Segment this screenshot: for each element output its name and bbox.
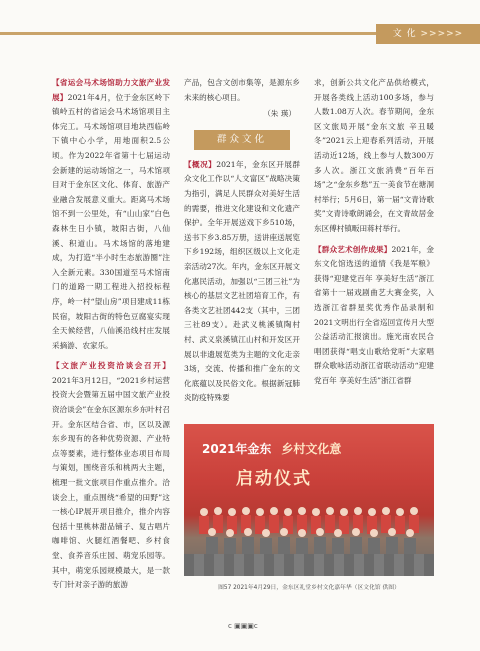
page-header	[0, 0, 480, 50]
chevrons-icon: >>>>>	[420, 29, 464, 39]
column-1	[52, 76, 170, 595]
banner-title-rest: 乡村文化意	[281, 442, 342, 456]
section-name: 文 化	[392, 29, 417, 39]
article-investment-fair	[52, 359, 170, 593]
photo-caption: 图57 2021年4月29日，金东区礼堂乡村文化嘉年华（区文化馆 供图）	[218, 585, 400, 591]
body-art-creation: 2021年，金东文化馆选送的道情《我是军粮》获得“迎建党百年 享美好生活”浙江省第十一届戏剧曲艺大赛金奖，入选浙江省群星奖优秀作品录制和2021文明出行全省巡回宣传月大型公益活动汇报演出。施光南农民合唱团获得“唱支山歌给党听”大家唱群众歌咏活动浙江省联动活动“迎建党百年 享美好生活”浙江省群	[314, 244, 435, 385]
banner-title	[202, 440, 341, 457]
article-art-creation	[314, 243, 434, 389]
heading-overview: 【概况】	[184, 159, 217, 169]
body-overview: 2021年，金东区开展群众文化工作以“人文富区”战略决策为指引，满足人民群众对美好生活的需要，推进文化建设和文化遗产保护。全年开展送戏下乡510场，送书下乡3.85万册，送讲座送展览下乡192场，组织区级以上文化走亲活动27次。年内，金东区开展文化惠民活动，加强以“三团三社”为核心的基层文艺社团培育工作，有各类文艺社团442支（其中，三团三社89支）。赴武义桃溪镇陶村村、武义泉溪镇江山村和开发区开展以非遗展览类为主题的文化走亲3场，交流、传播和推广金东的文化底蕴以及民俗文化。根据新冠肺炎防疫特殊要	[184, 159, 301, 403]
column-3	[314, 76, 434, 390]
banner-title-year: 2021年金东	[202, 442, 272, 456]
event-photo	[184, 424, 434, 576]
author-signoff: （朱 瑛）	[263, 109, 296, 119]
heading-investment-fair: 【文旅产业投资洽谈会召开】	[52, 361, 170, 371]
body-horse-venue: 2021年4月，位于金东区岭下镇岭五村的省运会马术场馆项目主体完工。马术场馆项目地块西临岭下镇中心小学，用地面积2.5公顷。作为2022年省第十七届运动会新建的运动场馆之一，马术馆项目对于金东区文化、体育、旅游产业融合发展意义重大。距离马术场馆不到一公里处，有“山山家”白色森林生日小镇，坡阳古街，八仙溪、积道山。马术场馆的落地建成，为打造“半小时生态旅游圈”注入全新元素。330国道至马术馆南门的道路一期工程进入招投标程序，岭一村“望山房”项目建成11栋民宿，坡阳古街的特色豆腐宴实现全天候经营，八仙溪沿线村庄发展采摘游、农家乐。	[52, 92, 171, 350]
column-2	[184, 76, 300, 408]
heading-horse-venue: 【省运会马术场馆助力文旅产业发展】	[52, 78, 170, 102]
article-horse-venue	[52, 76, 170, 353]
section-tab	[376, 24, 480, 44]
page-number: c ▣▣▣c	[228, 622, 258, 630]
heading-art-creation: 【群众艺术创作成果】	[314, 244, 392, 254]
body-investment-fair: 2021年3月12日，“2021乡村运营投资大会暨第五届中国文旅产业投资洽谈会”在金东区源东乡东叶村召开。金东区结合省、市，区以及源东乡现有的各种优势资源、产业特点等要素，进行整体业态项目布局与策划，围绕音乐和桃两大主题，梳理一批文旅项目作重点推介。洽谈会上，重点围绕“希望的田野”这一核心IP展开项目推介，推介内容包括十里桃林甜品铺子、复古唱片咖啡馆、火腿红酒餐吧、乡村食堂、食养音乐庄园、萌宠乐园等。其中，萌宠乐园规模最大，是一款专门针对亲子游的旅游	[52, 375, 170, 590]
body-overview-continued: 求，创新公共文化产品供给模式，开展各类线上活动100多场，参与人数1.08万人次。春节期间，金东区文旅局开展“金东文旅 辛丑暖冬”2021云上迎春系列活动，开展活动近12场，线上参与人数300万多人次。浙江文旅消费“百年百场”之“金东乡愁”五一美食节在塘洞村举行；5月6日，第一届“文青诗歌奖”文青诗歌朗诵会，在文青故居金东区傅村镇畈田蒋村举行。	[314, 78, 434, 233]
stage-floor	[184, 554, 434, 576]
banner-subtitle: 启动仪式	[236, 469, 312, 489]
body-continued: 产品，包含文创市集等，是源东乡未来的核心项目。	[184, 78, 300, 102]
section-heading-mass-culture: 群众文化	[194, 130, 290, 150]
article-overview	[184, 158, 300, 406]
